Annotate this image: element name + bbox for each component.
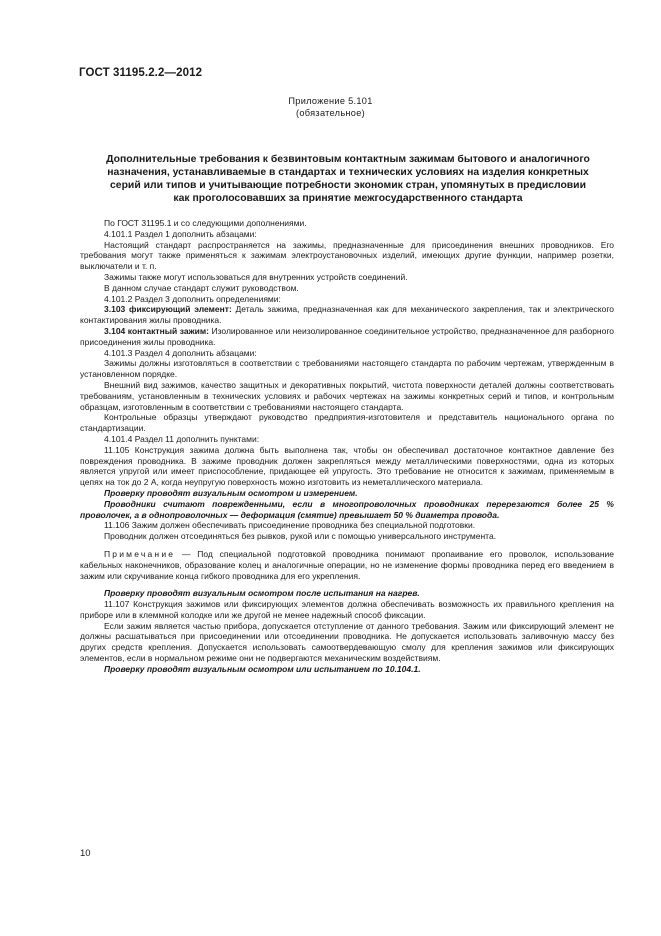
clause-heading: 4.101.4 Раздел 11 дополнить пунктами:	[104, 433, 260, 444]
title-line: как проголосовавших за принятие межгосударственного стандарта	[173, 193, 523, 204]
appendix-status: (обязательное)	[296, 107, 365, 118]
page-number: 10	[80, 848, 91, 859]
paragraph: В данном случае стандарт служит руководством.	[104, 282, 299, 293]
verification-text: Проверку проводят визуальным осмотром или испытанием по 10.104.1.	[104, 663, 421, 674]
title-line: Дополнительные требования к безвинтовым контактным зажимам бытового и аналогичного	[106, 154, 590, 165]
document-body	[80, 218, 614, 675]
title-line: назначения, устанавливаемые в стандартах и технических условиях на изделия конкретных	[107, 167, 589, 178]
paragraph: Зажимы должны изготовляться в соответствии с требованиями настоящего стандарта по рабочим чертежам, утвержденным в установленном порядке.	[80, 358, 614, 380]
clause-heading: 4.101.3 Раздел 4 дополнить абзацами:	[104, 347, 257, 358]
verification-text: Проверку проводят визуальным осмотром после испытания на нагрев.	[104, 588, 420, 599]
note-text: — Под специальной подготовкой проводника понимают пропаивание его проволок, использование кабельных наконечников, образование колец и аналогичные операции, но не изменение формы проводника перед его введением в зажим или скручивание конца гибкого проводника для его укрепления.	[80, 548, 614, 581]
definition-term: 3.104 контактный зажим:	[104, 325, 209, 336]
section-title	[80, 153, 616, 205]
paragraph: Если зажим является частью прибора, допускается отступление от данного требования. Зажим или фиксирующий элемент не должны расшатываться при присоединении или отсоединении проводника. Не допускается использовать заливочную массу без других средств крепления. Допускается использовать самоотвердевающую смолу для крепления зажимов или фиксирующих элементов, если в нормальном режиме они не подвергаются механическим воздействиям.	[80, 620, 614, 664]
verification-text: Проверку проводят визуальным осмотром и измерением.	[104, 487, 358, 498]
paragraph: Внешний вид зажимов, качество защитных и декоративных покрытий, чистота поверхности деталей должны соответствовать требованиям, установленным в технических условиях и рабочих чертежах на зажимы конкретных серий и типов, и контрольным образцам, изготовленным в соответствии с требованиями настоящего стандарта.	[80, 379, 614, 412]
title-line: серий или типов и учитывающие потребности экономик стран, упомянутых в предисловии	[110, 180, 586, 191]
appendix-title: Приложение 5.101	[288, 96, 373, 106]
paragraph: 11.106 Зажим должен обеспечивать присоединение проводника без специальной подготовки.	[104, 520, 476, 531]
definition-text: Деталь зажима, предназначенная как для механического закрепления, так и электрического контактирования жилы проводника.	[80, 304, 614, 326]
definition-term: 3.103 фиксирующий элемент:	[104, 304, 232, 315]
paragraph: Настоящий стандарт распространяется на зажимы, предназначенные для присоединения внешних проводников. Его требования могут также применяться к зажимам электроустановочных изделий, имеющих другие функции, например розетки, выключатели и т. п.	[80, 239, 614, 272]
clause-heading: 4.101.1 Раздел 1 дополнить абзацами:	[104, 228, 257, 239]
appendix-heading	[0, 96, 661, 119]
note	[80, 549, 614, 581]
note-label: Примечание	[104, 548, 176, 559]
paragraph: 11.107 Конструкция зажимов или фиксирующих элементов должна обеспечивать возможность их правильного крепления на приборе или в клеммной колодке или же другой не менее надежный способ фиксации.	[80, 599, 614, 620]
paragraph: Проводник должен отсоединяться без рывков, рукой или с помощью универсального инструмента.	[104, 531, 497, 542]
verification-text: Проводники считают поврежденными, если в многопроволочных проводниках перерезаются более 25 % проволочек, а в однопроволочных — деформация (смятие) превышает 50 % диаметра провода.	[80, 498, 614, 520]
paragraph: Контрольные образцы утверждают руководство предприятия-изготовителя и представитель национального органа по стандартизации.	[80, 412, 614, 434]
definition-text: Изолированное или неизолированное соединительное устройство, предназначенное для разборного присоединения жилы проводника.	[80, 325, 614, 347]
document-header: ГОСТ 31195.2.2—2012	[79, 67, 203, 79]
definition	[80, 304, 614, 326]
definition	[80, 326, 614, 348]
clause-heading: 4.101.2 Раздел 3 дополнить определениями:	[104, 293, 281, 304]
paragraph: По ГОСТ 31195.1 и со следующими дополнениями.	[104, 218, 307, 228]
paragraph: Зажимы также могут использоваться для внутренних устройств соединений.	[104, 271, 408, 282]
paragraph: 11.105 Конструкция зажима должна быть выполнена так, чтобы он обеспечивал достаточное контактное давление без повреждения проводника. В зажиме проводник должен закрепляться между металлическими поверхностями, одна из которых является упругой или имеет приспособление, придающее ей упругость. Это требование не относится к зажимам, применяемым в цепях на ток до 2 А, когда неупругую поверхность можно изготовить из неметаллического материала.	[80, 444, 614, 488]
